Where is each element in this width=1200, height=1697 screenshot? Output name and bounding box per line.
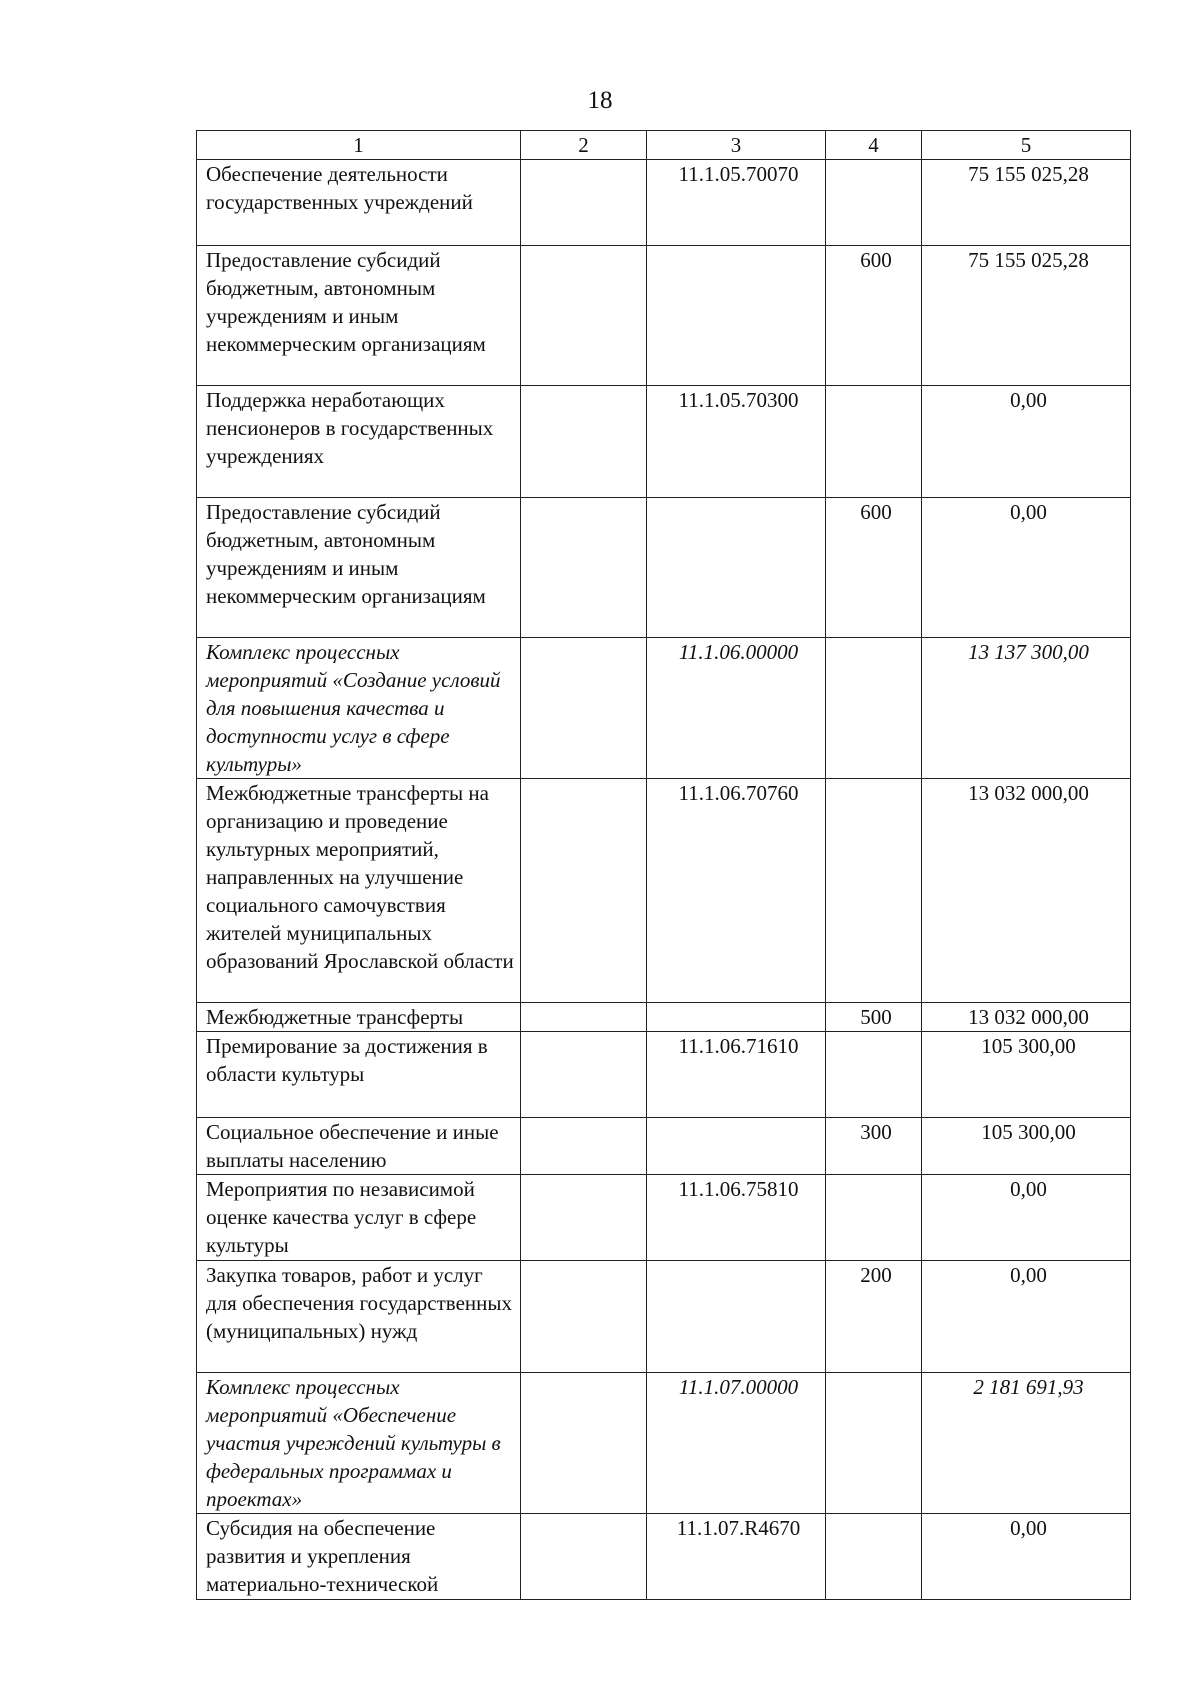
row-code: 11.1.05.70300 (647, 386, 826, 498)
row-code: 11.1.06.70760 (647, 779, 826, 1003)
row-code: 11.1.06.75810 (647, 1175, 826, 1261)
column-header-2: 2 (521, 131, 647, 160)
row-expense-type: 500 (826, 1003, 922, 1032)
table-row (197, 1261, 1131, 1373)
row-expense-type: 200 (826, 1261, 922, 1373)
row-name: Межбюджетные трансферты (197, 1003, 521, 1032)
row-name: Закупка товаров, работ и услуг для обеспечения государственных (муниципальных) нужд (197, 1261, 521, 1373)
row-col2 (521, 1118, 647, 1175)
row-amount: 13 137 300,00 (922, 638, 1131, 779)
row-col2 (521, 1032, 647, 1118)
row-expense-type (826, 1175, 922, 1261)
table-row (197, 1514, 1131, 1600)
row-code: 11.1.06.71610 (647, 1032, 826, 1118)
row-amount: 2 181 691,93 (922, 1373, 1131, 1514)
row-code (647, 1261, 826, 1373)
table-row (197, 1118, 1131, 1175)
row-amount: 0,00 (922, 498, 1131, 638)
row-col2 (521, 160, 647, 246)
table-row (197, 246, 1131, 386)
table-row (197, 386, 1131, 498)
page-number: 18 (587, 87, 613, 114)
row-amount: 0,00 (922, 1514, 1131, 1600)
row-expense-type: 300 (826, 1118, 922, 1175)
row-expense-type (826, 638, 922, 779)
row-code: 11.1.05.70070 (647, 160, 826, 246)
row-code (647, 246, 826, 386)
row-amount: 75 155 025,28 (922, 160, 1131, 246)
table-row (197, 1373, 1131, 1514)
table-row (197, 1032, 1131, 1118)
row-col2 (521, 1261, 647, 1373)
row-amount: 105 300,00 (922, 1032, 1131, 1118)
row-expense-type: 600 (826, 246, 922, 386)
row-amount: 0,00 (922, 1175, 1131, 1261)
row-amount: 105 300,00 (922, 1118, 1131, 1175)
row-col2 (521, 779, 647, 1003)
row-amount: 0,00 (922, 1261, 1131, 1373)
table-row (197, 498, 1131, 638)
column-header-1: 1 (197, 131, 521, 160)
row-name: Социальное обеспечение и иные выплаты населению (197, 1118, 521, 1175)
table-row (197, 1175, 1131, 1261)
header-row (197, 131, 1131, 160)
row-expense-type (826, 1514, 922, 1600)
column-header-4: 4 (826, 131, 922, 160)
row-amount: 13 032 000,00 (922, 779, 1131, 1003)
row-code (647, 1003, 826, 1032)
row-expense-type: 600 (826, 498, 922, 638)
row-expense-type (826, 160, 922, 246)
row-amount: 75 155 025,28 (922, 246, 1131, 386)
row-amount: 0,00 (922, 386, 1131, 498)
row-expense-type (826, 1032, 922, 1118)
row-name: Обеспечение деятельности государственных учреждений (197, 160, 521, 246)
row-col2 (521, 246, 647, 386)
row-name: Межбюджетные трансферты на организацию и проведение культурных мероприятий, направленных на улучшение социального самочувствия жителей муниципальных образований Ярославской области (197, 779, 521, 1003)
table-row (197, 160, 1131, 246)
column-header-5: 5 (922, 131, 1131, 160)
row-expense-type (826, 386, 922, 498)
row-name: Предоставление субсидий бюджетным, автономным учреждениям и иным некоммерческим организациям (197, 498, 521, 638)
row-col2 (521, 1003, 647, 1032)
row-col2 (521, 638, 647, 779)
row-code (647, 1118, 826, 1175)
column-header-3: 3 (647, 131, 826, 160)
row-name: Комплекс процессных мероприятий «Создание условий для повышения качества и доступности услуг в сфере культуры» (197, 638, 521, 779)
row-col2 (521, 1373, 647, 1514)
row-name: Мероприятия по независимой оценке качества услуг в сфере культуры (197, 1175, 521, 1261)
row-expense-type (826, 779, 922, 1003)
row-col2 (521, 1175, 647, 1261)
row-expense-type (826, 1373, 922, 1514)
row-code: 11.1.07.00000 (647, 1373, 826, 1514)
table-row (197, 1003, 1131, 1032)
row-name: Поддержка неработающих пенсионеров в государственных учреждениях (197, 386, 521, 498)
row-code: 11.1.06.00000 (647, 638, 826, 779)
table-row (197, 779, 1131, 1003)
row-col2 (521, 498, 647, 638)
row-name: Предоставление субсидий бюджетным, автономным учреждениям и иным некоммерческим организациям (197, 246, 521, 386)
budget-table (196, 130, 1131, 1600)
row-name: Субсидия на обеспечение развития и укрепления материально-технической (197, 1514, 521, 1600)
row-col2 (521, 386, 647, 498)
row-code (647, 498, 826, 638)
row-name: Комплекс процессных мероприятий «Обеспечение участия учреждений культуры в федеральных программах и проектах» (197, 1373, 521, 1514)
row-amount: 13 032 000,00 (922, 1003, 1131, 1032)
row-name: Премирование за достижения в области культуры (197, 1032, 521, 1118)
row-col2 (521, 1514, 647, 1600)
row-code: 11.1.07.R4670 (647, 1514, 826, 1600)
table-row (197, 638, 1131, 779)
